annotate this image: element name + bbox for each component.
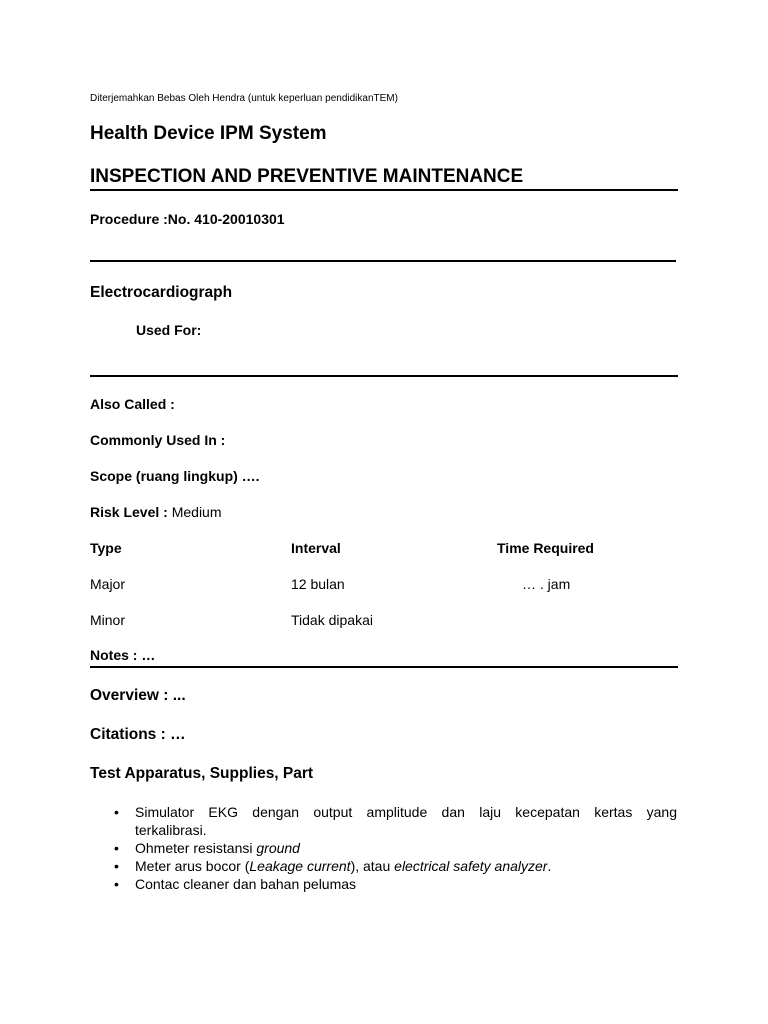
table-cell-type: Minor bbox=[90, 612, 126, 628]
table-cell-type: Major bbox=[90, 576, 126, 592]
table-cell-interval: Tidak dipakai bbox=[291, 612, 373, 628]
risk-level-value: Medium bbox=[171, 504, 222, 520]
list-item bbox=[90, 839, 677, 857]
citations-heading: Citations : … bbox=[90, 726, 186, 743]
subtitle-rule bbox=[90, 189, 678, 191]
list-item-text: Contac cleaner dan bahan pelumas bbox=[135, 876, 357, 892]
list-item-emphasis: ground bbox=[256, 840, 300, 856]
notes-rule bbox=[90, 666, 678, 668]
dashed-divider bbox=[90, 260, 676, 262]
device-name: Electrocardiograph bbox=[90, 284, 233, 301]
used-for-label: Used For: bbox=[136, 322, 202, 338]
list-item-text: terkalibrasi. bbox=[135, 822, 207, 838]
list-item-text: . bbox=[547, 858, 552, 874]
bullet-icon: • bbox=[114, 876, 119, 892]
document-title: Health Device IPM System bbox=[90, 123, 327, 144]
notes-label: Notes : … bbox=[90, 647, 156, 663]
commonly-used-in-label: Commonly Used In : bbox=[90, 432, 226, 448]
table-header-interval: Interval bbox=[291, 540, 341, 556]
table-cell-interval: 12 bulan bbox=[291, 576, 345, 592]
table-header-type: Type bbox=[90, 540, 122, 556]
list-item-text: Meter arus bocor ( bbox=[135, 858, 250, 874]
bullet-icon: • bbox=[114, 840, 119, 856]
bullet-icon: • bbox=[114, 804, 119, 820]
overview-heading: Overview : ... bbox=[90, 687, 186, 704]
list-item bbox=[90, 857, 677, 875]
list-item-text: Ohmeter resistansi bbox=[135, 840, 257, 856]
procedure-number: Procedure :No. 410-20010301 bbox=[90, 211, 285, 227]
table-header-time-required: Time Required bbox=[497, 540, 594, 556]
list-item-emphasis: Leakage current bbox=[249, 858, 351, 874]
risk-level-label: Risk Level : bbox=[90, 504, 172, 520]
section-rule bbox=[90, 375, 678, 377]
apparatus-list bbox=[90, 803, 677, 893]
also-called-label: Also Called : bbox=[90, 396, 175, 412]
table-cell-time-required: … . jam bbox=[522, 576, 571, 592]
list-item bbox=[90, 803, 677, 839]
document-subtitle: INSPECTION AND PREVENTIVE MAINTENANCE bbox=[90, 166, 524, 187]
list-item bbox=[90, 875, 677, 893]
list-item-emphasis: electrical safety analyzer bbox=[394, 858, 548, 874]
apparatus-heading: Test Apparatus, Supplies, Part bbox=[90, 765, 314, 782]
header-note: Diterjemahkan Bebas Oleh Hendra (untuk keperluan pendidikanTEM) bbox=[90, 93, 398, 104]
list-item-text: Simulator EKG dengan output amplitude dan laju kecepatan kertas yang bbox=[135, 804, 677, 820]
scope-label: Scope (ruang lingkup) …. bbox=[90, 468, 260, 484]
risk-level bbox=[90, 504, 222, 520]
list-item-text: ), atau bbox=[350, 858, 395, 874]
bullet-icon: • bbox=[114, 858, 119, 874]
